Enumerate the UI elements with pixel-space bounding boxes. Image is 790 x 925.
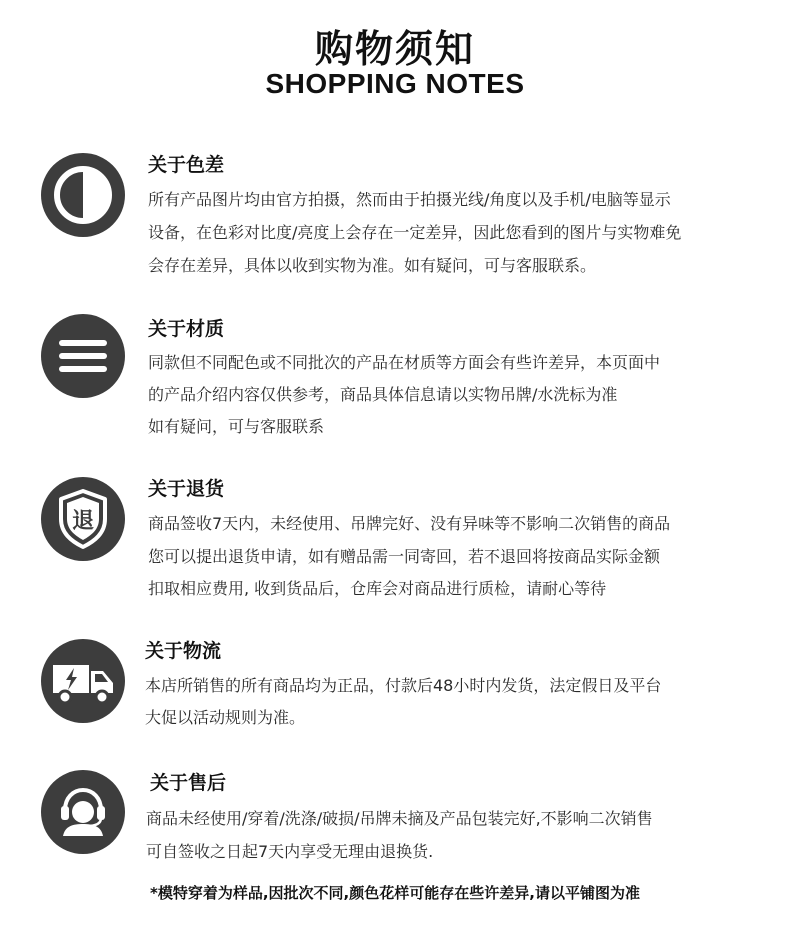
section-text-line: 设备，在色彩对比度/亮度上会存在一定差异，因此您看到的图片与实物难免 bbox=[148, 223, 682, 242]
section-title: 关于材质 bbox=[148, 318, 225, 340]
menu-lines-icon bbox=[41, 314, 125, 398]
footnote: *模特穿着为样品,因批次不同,颜色花样可能存在些许差异,请以平铺图为准 bbox=[150, 884, 640, 902]
section-text-line: 如有疑问，可与客服联系 bbox=[148, 417, 325, 436]
section-text-line: 同款但不同配色或不同批次的产品在材质等方面会有些许差异，本页面中 bbox=[148, 353, 661, 372]
section-text-line: 商品未经使用/穿着/洗涤/破损/吊牌未摘及产品包装完好,不影响二次销售 bbox=[146, 809, 653, 828]
section-text-line: 可自签收之日起7天内享受无理由退换货. bbox=[146, 842, 434, 861]
section-text-line: 商品签收7天内，未经使用、吊牌完好、没有异味等不影响二次销售的商品 bbox=[148, 514, 671, 533]
page-title-en: SHOPPING NOTES bbox=[265, 68, 525, 99]
section-title: 关于色差 bbox=[148, 154, 225, 176]
section-title: 关于售后 bbox=[150, 772, 227, 794]
section-text-line: 的产品介绍内容仅供参考，商品具体信息请以实物吊牌/水洗标为准 bbox=[148, 385, 618, 404]
page-title-cn: 购物须知 bbox=[314, 27, 475, 71]
section-text-line: 大促以活动规则为准。 bbox=[145, 708, 306, 727]
section-title: 关于退货 bbox=[148, 478, 225, 500]
section-title: 关于物流 bbox=[145, 640, 222, 662]
section-text-line: 扣取相应费用, 收到货品后，仓库会对商品进行质检，请耐心等待 bbox=[148, 579, 607, 598]
section-text-line: 所有产品图片均由官方拍摄，然而由于拍摄光线/角度以及手机/电脑等显示 bbox=[148, 190, 671, 209]
return-shield-icon bbox=[41, 477, 125, 561]
section-text-line: 会存在差异，具体以收到实物为准。如有疑问，可与客服联系。 bbox=[148, 256, 597, 275]
section-text-line: 本店所销售的所有商品均为正品，付款后48小时内发货，法定假日及平台 bbox=[145, 676, 662, 695]
svg-text:退: 退 bbox=[71, 509, 95, 534]
half-circle-icon bbox=[41, 153, 125, 237]
customer-service-icon bbox=[41, 770, 125, 854]
section-text-line: 您可以提出退货申请，如有赠品需一同寄回，若不退回将按商品实际金额 bbox=[148, 547, 661, 566]
delivery-truck-icon bbox=[41, 639, 125, 723]
